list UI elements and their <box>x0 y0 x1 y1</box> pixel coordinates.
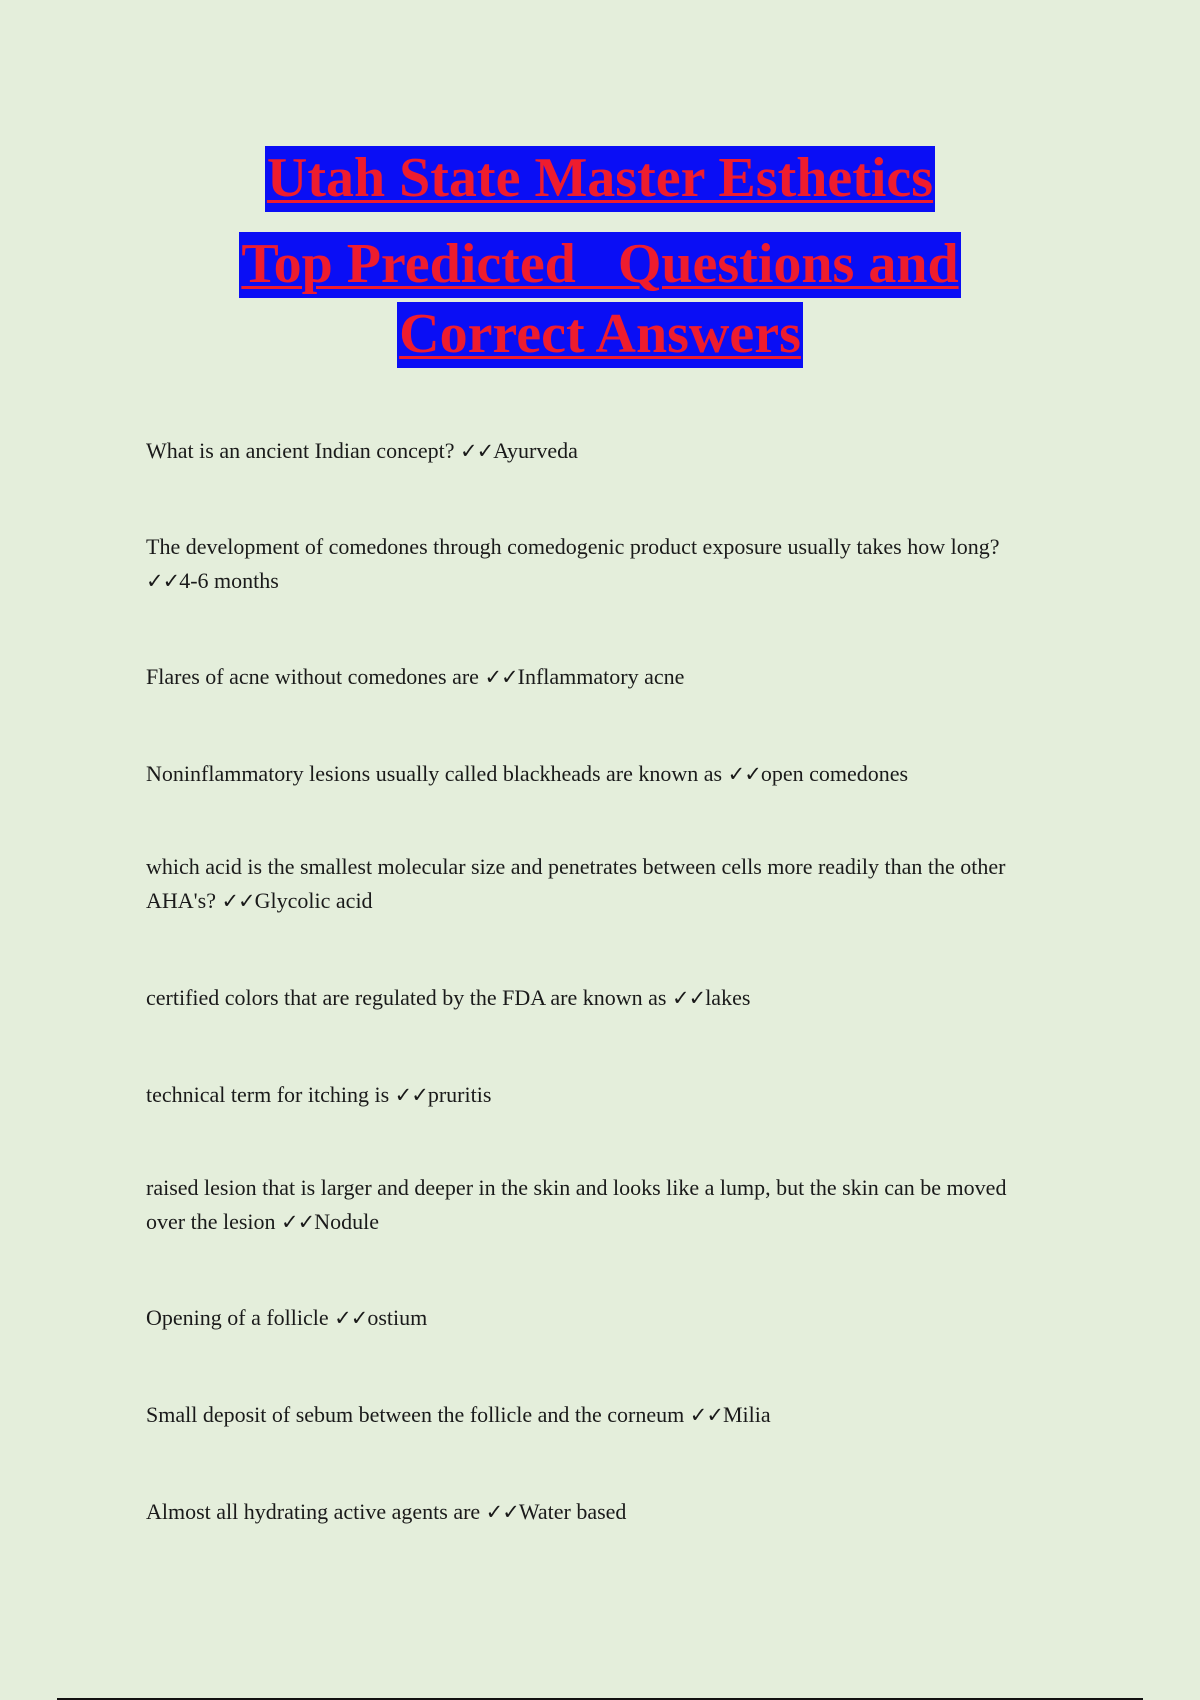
qa-item <box>146 850 1046 918</box>
question-text: What is an ancient Indian concept? <box>146 438 455 463</box>
question-text: raised lesion that is larger and deeper in the skin and looks like a lump, but the skin can be moved over the lesion <box>146 1175 1007 1234</box>
document-title <box>0 146 1200 366</box>
qa-item <box>146 1398 1046 1432</box>
qa-item <box>146 530 1046 598</box>
answer-text: Nodule <box>314 1209 379 1234</box>
question-text: Almost all hydrating active agents are <box>146 1499 481 1524</box>
answer-text: Inflammatory acne <box>517 664 685 689</box>
answer-text: 4-6 months <box>179 568 279 593</box>
question-text: which acid is the smallest molecular size and penetrates between cells more readily than the other AHA's? <box>146 854 1006 913</box>
check-icon: ✓✓ <box>334 1306 368 1330</box>
qa-item <box>146 1078 1046 1112</box>
qa-item <box>146 1171 1046 1239</box>
answer-text: Ayurveda <box>493 438 578 463</box>
question-text: Small deposit of sebum between the follicle and the corneum <box>146 1402 685 1427</box>
check-icon: ✓✓ <box>281 1210 315 1234</box>
title-line-3: Correct Answers <box>397 302 803 368</box>
check-icon: ✓✓ <box>459 439 494 463</box>
check-icon: ✓✓ <box>727 762 761 786</box>
question-text: technical term for itching is <box>146 1082 390 1107</box>
check-icon: ✓✓ <box>485 1500 519 1524</box>
answer-text: ostium <box>367 1305 428 1330</box>
question-text: Opening of a follicle <box>146 1305 329 1330</box>
answer-text: open comedones <box>760 761 909 786</box>
answer-text: Water based <box>518 1499 627 1524</box>
qa-item <box>146 981 1046 1015</box>
title-line-2: Top Predicted Questions and <box>239 232 960 298</box>
answer-text: pruritis <box>427 1082 492 1107</box>
check-icon: ✓✓ <box>671 986 706 1010</box>
question-text: The development of comedones through comedogenic product exposure usually takes how long? <box>146 534 1000 559</box>
check-icon: ✓✓ <box>146 569 180 593</box>
check-icon: ✓✓ <box>689 1403 723 1427</box>
qa-item <box>146 1301 1046 1335</box>
qa-item <box>146 757 1046 791</box>
answer-text: Glycolic acid <box>254 888 373 913</box>
question-text: Flares of acne without comedones are <box>146 664 479 689</box>
question-text: Noninflammatory lesions usually called blackheads are known as <box>146 761 723 786</box>
qa-item <box>146 434 1046 468</box>
check-icon: ✓✓ <box>221 889 255 913</box>
qa-item <box>146 660 1046 694</box>
qa-item <box>146 1495 1046 1529</box>
answer-text: Milia <box>722 1402 771 1427</box>
answer-text: lakes <box>705 985 751 1010</box>
check-icon: ✓✓ <box>394 1083 428 1107</box>
check-icon: ✓✓ <box>484 665 518 689</box>
question-text: certified colors that are regulated by the FDA are known as <box>146 985 667 1010</box>
title-line-1: Utah State Master Esthetics <box>265 146 935 212</box>
